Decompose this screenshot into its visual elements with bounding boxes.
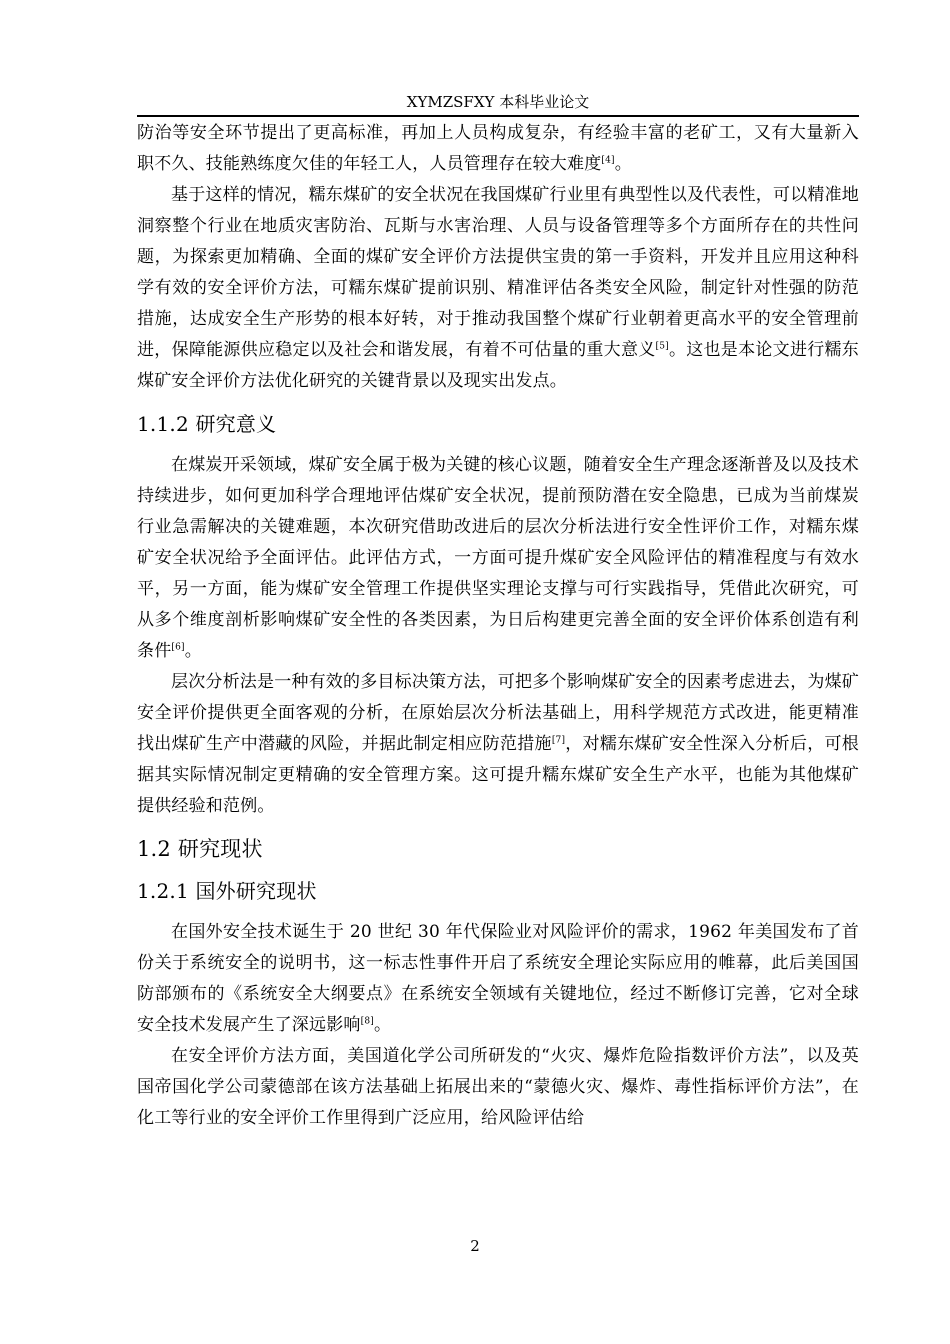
section-heading-1-1-2: 1.1.2 研究意义 (137, 412, 277, 436)
citation-4[interactable]: [4] (601, 155, 615, 166)
citation-7[interactable]: [7] (551, 735, 566, 746)
section-heading-1-2-1: 1.2.1 国外研究现状 (137, 879, 317, 903)
citation-8[interactable]: [8] (360, 1016, 374, 1027)
paragraph-0: 防治等安全环节提出了更高标准，再加上人员构成复杂，有经验丰富的老矿工，又有大量新入职不久、技能熟练度欠佳的年轻工人，人员管理存在较大难度[4]。 (137, 123, 859, 174)
paragraph-3: 层次分析法是一种有效的多目标决策方法，可把多个影响煤矿安全的因素考虑进去，为煤矿安全评价提供更全面客观的分析，在原始层次分析法基础上，用科学规范方式改进，能更精准找出煤矿生产中潜藏的风险，并据此制定相应防范措施[7]，对糯东煤矿安全性深入分析后，可根据其实际情况制定更精确的安全管理方案。这可提升糯东煤矿安全生产水平，也能为其他煤矿提供经验和范例。 (137, 672, 859, 816)
paragraph-2: 在煤炭开采领域，煤矿安全属于极为关键的核心议题，随着安全生产理念逐渐普及以及技术持续进步，如何更加科学合理地评估煤矿安全状况，提前预防潜在安全隐患，已成为当前煤炭行业急需解决的关键难题，本次研究借助改进后的层次分析法进行安全性评价工作，对糯东煤矿安全状况给予全面评估。此评估方式，一方面可提升煤矿安全风险评估的精准程度与有效水平，另一方面，能为煤矿安全管理工作提供坚实理论支撑与可行实践指导，凭借此次研究，可从多个维度剖析影响煤矿安全性的各类因素，为日后构建更完善全面的安全评价体系创造有利条件[6]。 (137, 455, 859, 661)
section-heading-1-2: 1.2 研究现状 (137, 837, 263, 861)
paragraph-4: 在国外安全技术诞生于 20 世纪 30 年代保险业对风险评价的需求，1962 年美国发布了首份关于系统安全的说明书，这一标志性事件开启了系统安全理论实际应用的帷幕，此后美国国防部颁布的《系统安全大纲要点》在系统安全领域有关键地位，经过不断修订完善，它对全球安全技术发展产生了深远影响[8]。 (137, 922, 859, 1035)
running-header: XYMZSFXY 本科毕业论文 (137, 92, 859, 117)
citation-5[interactable]: [5] (655, 341, 669, 352)
paragraph-1: 基于这样的情况，糯东煤矿的安全状况在我国煤矿行业里有典型性以及代表性，可以精准地洞察整个行业在地质灾害防治、瓦斯与水害治理、人员与设备管理等多个方面所存在的共性问题，为探索更加精确、全面的煤矿安全评价方法提供宝贵的第一手资料，开发并且应用这种科学有效的安全评价方法，可糯东煤矿提前识别、精准评估各类安全风险，制定针对性强的防范措施，达成安全生产形势的根本好转，对于推动我国整个煤矿行业朝着更高水平的安全管理前进，保障能源供应稳定以及社会和谐发展，有着不可估量的重大意义[5]。这也是本论文进行糯东煤矿安全评价方法优化研究的关键背景以及现实出发点。 (137, 185, 859, 391)
paragraph-5: 在安全评价方法方面，美国道化学公司所研发的“火灾、爆炸危险指数评价方法”，以及英国帝国化学公司蒙德部在该方法基础上拓展出来的“蒙德火灾、爆炸、毒性指标评价方法”，在化工等行业的安全评价工作里得到广泛应用，给风险评估给 (137, 1046, 859, 1128)
page-number: 2 (470, 1237, 480, 1255)
body-text (137, 118, 859, 1134)
citation-6[interactable]: [6] (171, 642, 185, 653)
